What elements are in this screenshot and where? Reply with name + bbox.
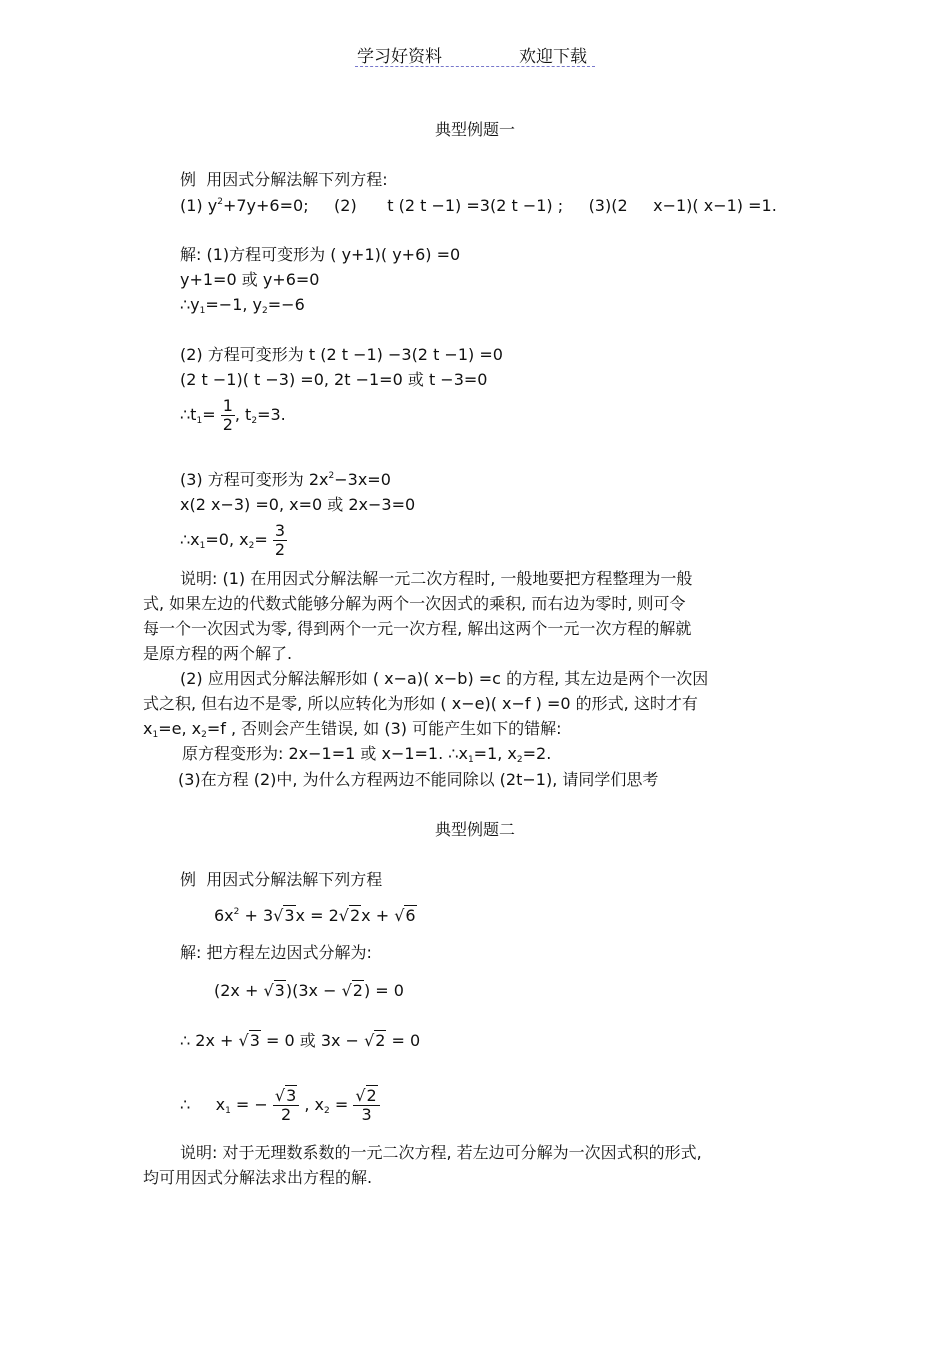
- sol2-eq: =: [202, 405, 216, 424]
- eq-b: + 3: [239, 906, 274, 925]
- note-p1-l2: 式, 如果左边的代数式能够分解为两个一次因式的乘积, 而右边为零时, 则可令: [143, 594, 686, 613]
- therefore-sign: ∴: [180, 1095, 191, 1114]
- sol1-sub2: 2: [262, 306, 268, 316]
- sol3-l3b: =0, x: [205, 530, 249, 549]
- note-p2-l2: 式之积, 但右边不是零, 所以应转化为形如 ( x−e)( x−f ) =0 的形式, 这时才有: [143, 694, 698, 713]
- sol3-sup: 2: [328, 471, 335, 481]
- note-p3: (3)在方程 (2)中, 为什么方程两边不能同除以 (2t−1), 请同学们思考: [178, 770, 659, 789]
- p1-rest: +7y+6=0;: [222, 196, 309, 215]
- frac-num: 1: [222, 396, 233, 415]
- root-comma: , x: [299, 1095, 325, 1114]
- sqrt-2: √2: [364, 1031, 386, 1050]
- p1-sup: 2: [217, 197, 223, 207]
- header-left-text: 学习好资料: [357, 47, 442, 67]
- section2-or-line: [180, 1031, 420, 1051]
- frac-num: √3: [273, 1087, 299, 1106]
- section1-title: 典型例题一: [434, 120, 515, 139]
- solution3-line1: [180, 470, 391, 490]
- p1-y: y: [207, 196, 218, 215]
- example-label: 例: [180, 170, 197, 189]
- note-l3-sub1: 1: [152, 730, 159, 740]
- sqrt-3: √3: [238, 1031, 260, 1050]
- section2-title: 典型例题二: [434, 820, 515, 839]
- sol2-sub2: 2: [251, 416, 258, 426]
- section2-equation: [214, 906, 417, 926]
- p2-label: (2): [334, 196, 357, 215]
- note-l4a: 原方程变形为: 2x−1=1 或 x−1=1. ∴x: [182, 744, 468, 763]
- eq-c: x = 2: [295, 906, 339, 925]
- sqrt-2: √2: [338, 906, 361, 925]
- sol3-sub1: 1: [199, 541, 206, 551]
- sqrt-3: √3: [273, 906, 295, 925]
- or-c: = 0: [386, 1031, 421, 1050]
- fraction-three-halves: [273, 522, 287, 559]
- solution2-line3: [180, 396, 286, 434]
- frac-den: 2: [222, 415, 233, 434]
- frac-num: √2: [353, 1087, 379, 1106]
- solution-label: 解:: [180, 245, 202, 264]
- problem-list: [180, 196, 777, 216]
- eq-d: x +: [361, 906, 395, 925]
- sol2-l3c: =3.: [257, 405, 286, 424]
- root-sub1: 1: [225, 1106, 231, 1116]
- solution3-line3: [180, 521, 287, 559]
- solution1-line3: [180, 295, 305, 315]
- sol3-sub2: 2: [248, 541, 255, 551]
- note-l4b: =1, x: [473, 744, 517, 763]
- sqrt-radicand: 2: [349, 906, 361, 925]
- eq-sup: 2: [233, 907, 240, 917]
- sqrt-radicand: 3: [274, 981, 285, 1000]
- sol2-l3b: , t: [234, 405, 252, 424]
- sol2-sub1: 1: [196, 416, 203, 426]
- note-p2-l1: (2) 应用因式分解法解形如 ( x−a)( x−b) =c 的方程, 其左边是两个一次因: [180, 669, 709, 688]
- or-a: ∴ 2x +: [180, 1031, 239, 1050]
- note-l3a: x: [143, 719, 153, 738]
- root-sub2: 2: [324, 1106, 330, 1116]
- frac-num: 3: [274, 521, 286, 540]
- frac-den: 2: [281, 1105, 292, 1124]
- note-l3b: =e, x: [158, 719, 202, 738]
- solution3-line2: x(2 x−3) =0, x=0 或 2x−3=0: [180, 495, 416, 514]
- section2-example: [180, 870, 382, 890]
- note-l3c: =f , 否则会产生错误, 如 (3) 可能产生如下的错解:: [206, 719, 562, 738]
- sqrt-radicand: 2: [366, 1086, 377, 1105]
- sqrt-3: √3: [263, 981, 285, 1000]
- sol3-l3a: ∴x: [180, 530, 200, 549]
- note-l4-sub1: 1: [467, 755, 474, 765]
- fraction-sqrt3-over-2: [273, 1087, 299, 1124]
- sol1-l3a: ∴y: [180, 295, 200, 314]
- p3-label: (3)(2: [588, 196, 628, 215]
- note-l4c: =2.: [522, 744, 552, 763]
- p2-text: t (2 t −1) =3(2 t −1) ;: [387, 196, 564, 215]
- solution2-line2: (2 t −1)( t −3) =0, 2t −1=0 或 t −3=0: [180, 370, 488, 389]
- solution2-line1: (2) 方程可变形为 t (2 t −1) −3(2 t −1) =0: [180, 345, 503, 364]
- frac-den: 2: [274, 540, 286, 559]
- sol1-sub1: 1: [199, 306, 206, 316]
- example2-label: 例: [180, 870, 197, 889]
- sqrt-radicand: 2: [375, 1031, 386, 1050]
- sqrt-radicand: 2: [352, 981, 363, 1000]
- sol3-l1a: (3) 方程可变形为 2x: [180, 470, 329, 489]
- section2-note-l1: 说明: 对于无理数系数的一元二次方程, 若左边可分解为一次因式积的形式,: [180, 1143, 702, 1162]
- note-p1-l4: 是原方程的两个解了.: [143, 644, 293, 663]
- sol3-eq: =: [254, 530, 268, 549]
- or-b: = 0 或 3x −: [260, 1031, 365, 1050]
- sol3-l1b: −3x=0: [334, 470, 391, 489]
- header-right-text: 欢迎下载: [519, 47, 587, 67]
- root-x1: x: [215, 1095, 226, 1114]
- section2-note-l2: 均可用因式分解法求出方程的解.: [143, 1168, 373, 1187]
- example-text: 用因式分解法解下列方程:: [206, 170, 388, 189]
- section2-factored: [214, 981, 404, 1001]
- solution1-line2: y+1=0 或 y+6=0: [180, 270, 320, 289]
- p1-label: (1): [180, 196, 203, 215]
- note-p1-l1: 说明: (1) 在用因式分解法解一元二次方程时, 一般地要把方程整理为一般: [180, 569, 693, 588]
- fraction-one-half: [221, 397, 235, 434]
- fact-c: ) = 0: [363, 981, 404, 1000]
- note-p1-l3: 每一个一次因式为零, 得到两个一元一次方程, 解出这两个一元一次方程的解就: [143, 619, 692, 638]
- sqrt-radicand: 3: [284, 906, 295, 925]
- note-l4-sub2: 2: [516, 755, 523, 765]
- frac-den: 3: [361, 1105, 372, 1124]
- sol1-text: (1)方程可变形为 ( y+1)( y+6) =0: [206, 245, 461, 264]
- note-p2-l4: [182, 744, 551, 764]
- section1-example: [180, 170, 388, 190]
- fact-b: )(3x −: [285, 981, 342, 1000]
- example2-text: 用因式分解法解下列方程: [206, 870, 383, 889]
- note-l3-sub2: 2: [201, 730, 207, 740]
- sqrt-radicand: 3: [249, 1031, 260, 1050]
- sqrt-6: √6: [394, 906, 416, 925]
- fact-a: (2x +: [214, 981, 264, 1000]
- sqrt-radicand: 3: [286, 1086, 297, 1105]
- root-eq2: =: [329, 1095, 354, 1114]
- solution1-line1: [180, 245, 460, 265]
- root-eq1: = −: [230, 1095, 268, 1114]
- sqrt-2: √2: [341, 981, 363, 1000]
- page-header: [355, 42, 595, 67]
- p3-text: x−1)( x−1) =1.: [653, 196, 777, 215]
- sol2-l3a: ∴t: [180, 405, 197, 424]
- section2-roots: [180, 1082, 380, 1128]
- fraction-sqrt2-over-3: [353, 1087, 379, 1124]
- eq-a: 6x: [214, 906, 234, 925]
- sol1-l3b: =−1, y: [205, 295, 263, 314]
- note-p2-l3: [143, 719, 562, 739]
- sol1-l3c: =−6: [267, 295, 305, 314]
- section2-solution-label: 解: 把方程左边因式分解为:: [180, 943, 372, 962]
- sqrt-radicand: 6: [405, 906, 416, 925]
